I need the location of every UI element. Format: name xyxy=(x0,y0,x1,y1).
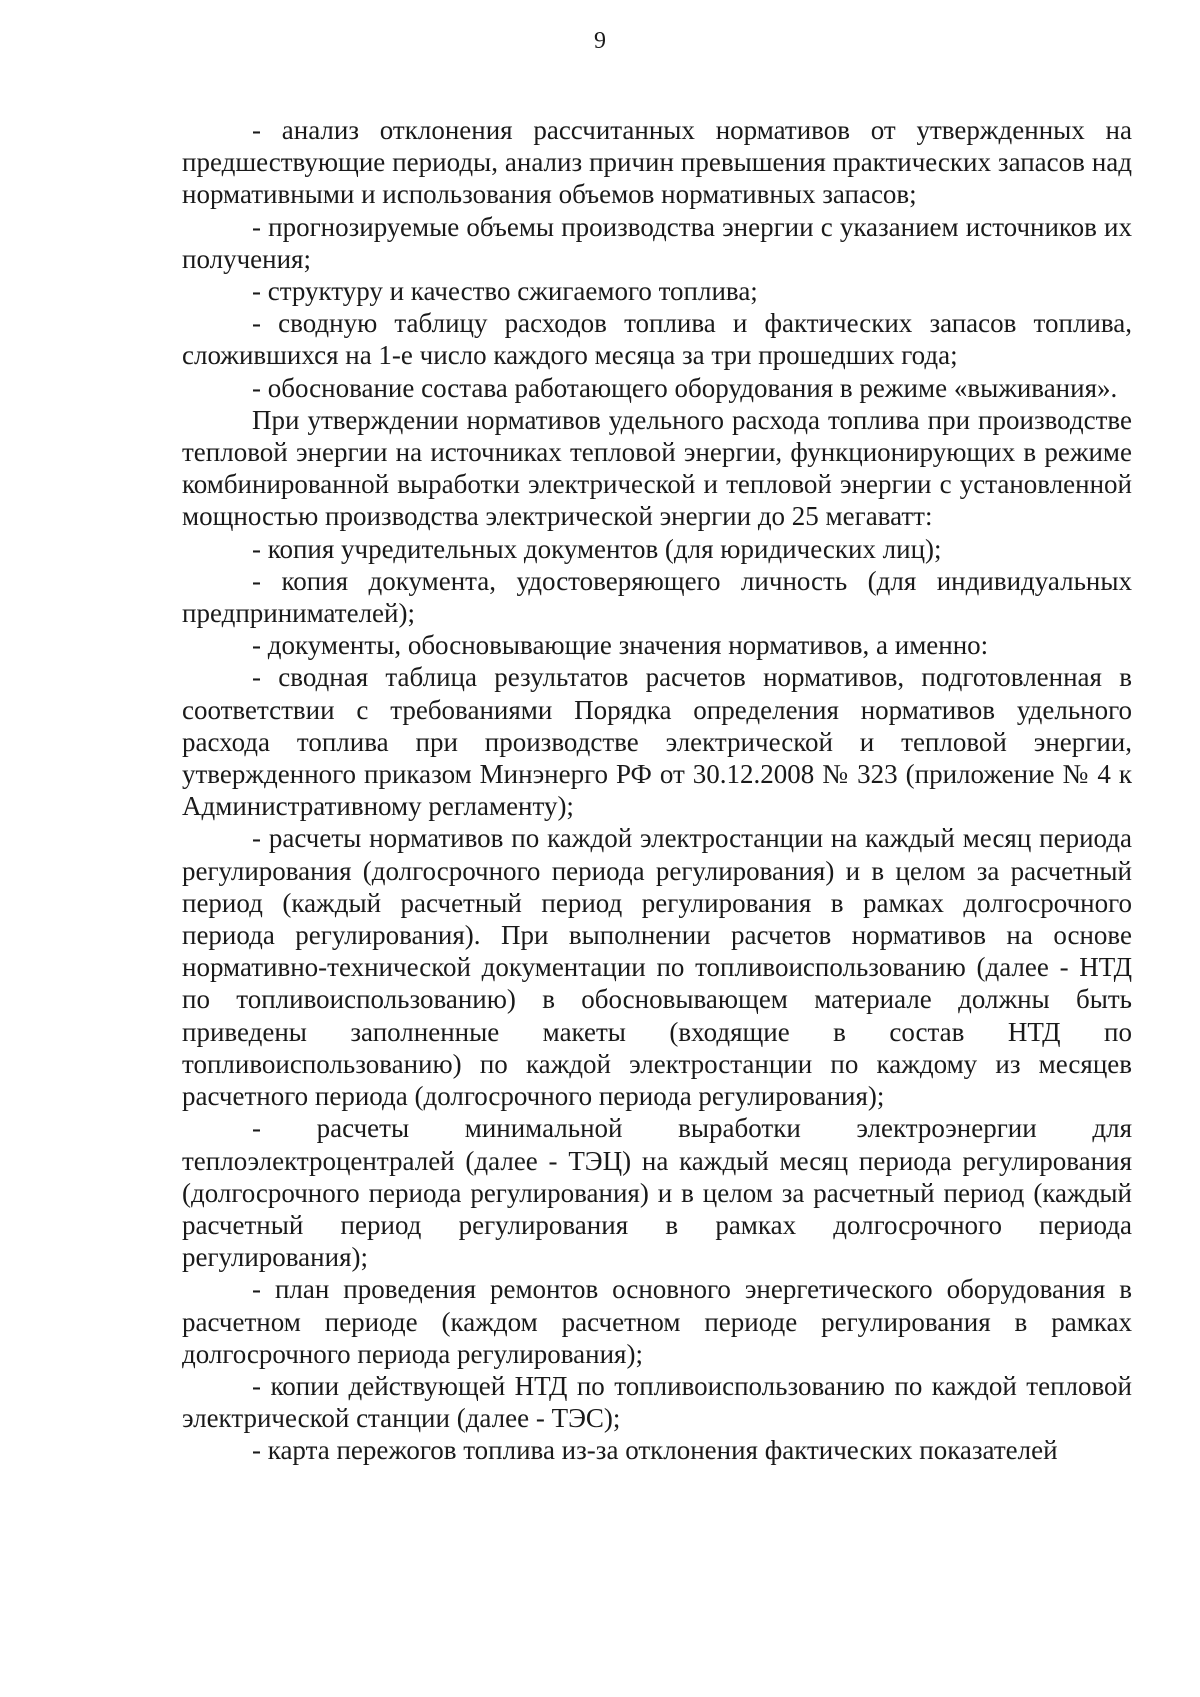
list-item-ntd-copies: - копии действующей НТД по топливоиспользованию по каждой тепловой электрической станции (далее - ТЭС); xyxy=(182,1370,1132,1434)
list-item-repair-plan: - план проведения ремонтов основного энергетического оборудования в расчетном периоде (каждом расчетном периоде регулирования в рамках долгосрочного периода регулирования); xyxy=(182,1274,1132,1369)
list-item-deviation-analysis: - анализ отклонения рассчитанных нормативов от утвержденных на предшествующие периоды, анализ причин превышения практических запасов над нормативными и использования объемов нормативных запасов; xyxy=(182,115,1132,210)
section-intro-paragraph: При утверждении нормативов удельного расхода топлива при производстве тепловой энергии на источниках тепловой энергии, функционирующих в режиме комбинированной выработки электрической и тепловой энергии с установленной мощностью производства электрической энергии до 25 мегаватт: xyxy=(182,404,1132,532)
list-item-justifying-documents: - документы, обосновывающие значения нормативов, а именно: xyxy=(252,630,989,661)
list-item-minimum-output: - расчеты минимальной выработки электроэнергии для теплоэлектроцентралей (далее - ТЭЦ) на каждый месяц периода регулирования (долгосрочного периода регулирования) и в целом за расчетный период (каждый расчетный период регулирования в рамках долгосрочного периода регулирования); xyxy=(182,1113,1132,1273)
list-item-identity-document: - копия документа, удостоверяющего личность (для индивидуальных предпринимателей); xyxy=(182,565,1132,629)
list-item-fuel-structure: - структуру и качество сжигаемого топлива; xyxy=(252,276,758,307)
document-body xyxy=(182,114,1132,1467)
list-item-overburn-map: - карта пережогов топлива из-за отклонения фактических показателей xyxy=(252,1435,1058,1466)
list-item-summary-table: - сводную таблицу расходов топлива и фактических запасов топлива, сложившихся на 1-е число каждого месяца за три прошедших года; xyxy=(182,308,1132,371)
page-number: 9 xyxy=(594,28,606,54)
list-item-founding-documents: - копия учредительных документов (для юридических лиц); xyxy=(252,533,942,564)
list-item-equipment-justification: - обоснование состава работающего оборудования в режиме «выживания». xyxy=(252,372,1118,403)
list-item-results-table: - сводная таблица результатов расчетов нормативов, подготовленная в соответствии с требованиями Порядка определения нормативов удельного расхода топлива при производстве электрической и тепловой энергии, утвержденного приказом Минэнерго РФ от 30.12.2008 № 323 (приложение № 4 к Административному регламенту); xyxy=(182,662,1132,822)
list-item-forecast-volumes: - прогнозируемые объемы производства энергии с указанием источников их получения; xyxy=(182,211,1132,274)
list-item-station-calculations: - расчеты нормативов по каждой электростанции на каждый месяц периода регулирования (долгосрочного периода регулирования) и в целом за расчетный период (каждый расчетный период регулирования в рамках долгосрочного периода регулирования). При выполнении расчетов нормативов на основе нормативно-технической документации по топливоиспользованию (далее - НТД по топливоиспользованию) в обосновывающем материале должны быть приведены заполненные макеты (входящие в состав НТД по топливоиспользованию) по каждой электростанции по каждому из месяцев расчетного периода (долгосрочного периода регулирования); xyxy=(182,823,1132,1112)
